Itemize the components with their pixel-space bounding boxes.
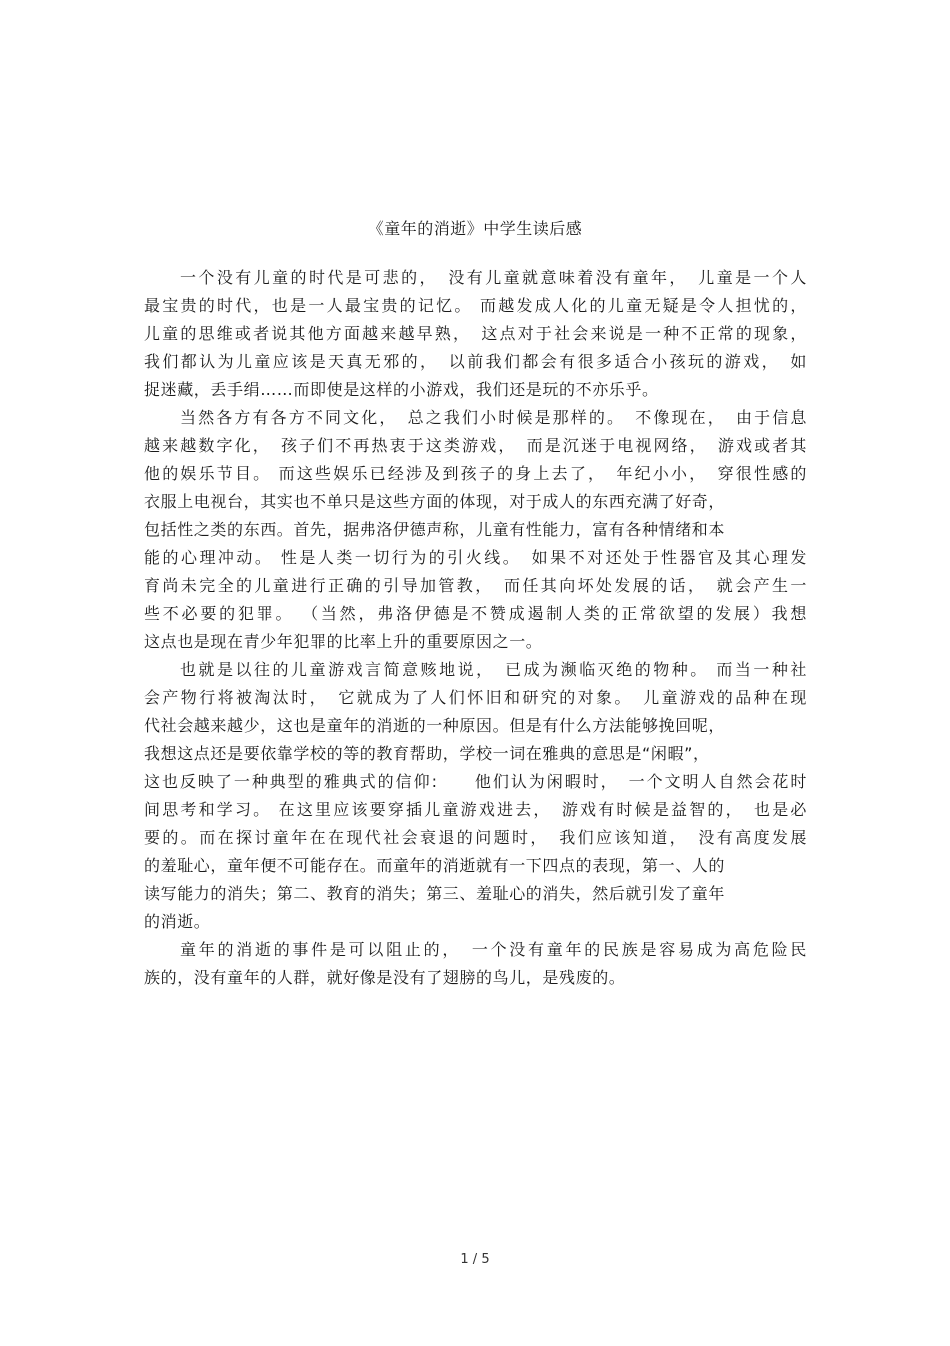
text-line: 这也反映了一种典型的雅典式的信仰: 他们认为闲暇时， 一个文明人自然会花时 (144, 772, 807, 791)
text-line: 的消逝。 (144, 912, 211, 931)
text-line: 我想这点还是要依靠学校的等的教育帮助，学校一词在雅典的意思是“闲暇”， (144, 744, 710, 763)
paragraph (144, 656, 807, 936)
document-body (144, 264, 807, 992)
text-line: 当然各方有各方不同文化， 总之我们小时候是那样的。 不像现在， 由于信息 (180, 408, 807, 427)
text-line: 童年的消逝的事件是可以阻止的， 一个没有童年的民族是容易成为高危险民 (180, 940, 807, 959)
text-line: 越来越数字化， 孩子们不再热衷于这类游戏， 而是沉迷于电视网络， 游戏或者其 (144, 436, 807, 455)
text-line: 读写能力的消失；第二、教育的消失；第三、羞耻心的消失，然后就引发了童年 (144, 884, 726, 903)
text-line: 最宝贵的时代，也是一人最宝贵的记忆。 而越发成人化的儿童无疑是令人担忧的， (144, 296, 807, 315)
paragraph (144, 264, 807, 404)
text-line: 会产物行将被淘汰时， 它就成为了人们怀旧和研究的对象。 儿童游戏的品种在现 (144, 688, 807, 707)
text-line: 衣服上电视台，其实也不单只是这些方面的体现，对于成人的东西充满了好奇， (144, 492, 726, 511)
text-line: 要的。而在探讨童年在在现代社会衰退的问题时， 我们应该知道， 没有高度发展 (144, 828, 807, 847)
text-line: 族的，没有童年的人群，就好像是没有了翅膀的鸟儿，是残废的。 (144, 968, 626, 987)
document-title: 《童年的消逝》中学生读后感 (367, 219, 583, 238)
text-line: 能的心理冲动。 性是人类一切行为的引火线。 如果不对还处于性器官及其心理发 (144, 548, 807, 567)
text-line: 我们都认为儿童应该是天真无邪的， 以前我们都会有很多适合小孩玩的游戏， 如 (144, 352, 807, 371)
text-line: 一个没有儿童的时代是可悲的， 没有儿童就意味着没有童年， 儿童是一个人 (180, 268, 807, 287)
paragraph (144, 404, 807, 656)
text-line: 些不必要的犯罪。 （当然，弗洛伊德是不赞成遏制人类的正常欲望的发展）我想 (144, 604, 807, 623)
text-line: 的羞耻心，童年便不可能存在。而童年的消逝就有一下四点的表现，第一、人的 (144, 856, 726, 875)
text-line: 他的娱乐节目。 而这些娱乐已经涉及到孩子的身上去了， 年纪小小， 穿很性感的 (144, 464, 807, 483)
text-line: 代社会越来越少，这也是童年的消逝的一种原因。但是有什么方法能够挽回呢， (144, 716, 726, 735)
text-line: 儿童的思维或者说其他方面越来越早熟， 这点对于社会来说是一种不正常的现象， (144, 324, 807, 343)
text-line: 间思考和学习。 在这里应该要穿插儿童游戏进去， 游戏有时候是益智的， 也是必 (144, 800, 807, 819)
text-line: 这点也是现在青少年犯罪的比率上升的重要原因之一。 (144, 632, 543, 651)
text-line: 包括性之类的东西。首先，据弗洛伊德声称，儿童有性能力，富有各种情绪和本 (144, 520, 726, 539)
page-number: 1 / 5 (460, 1252, 490, 1267)
text-line: 育尚未完全的儿童进行正确的引导加管教， 而任其向坏处发展的话， 就会产生一 (144, 576, 807, 595)
text-line: 捉迷藏，丢手绢……而即使是这样的小游戏，我们还是玩的不亦乐乎。 (144, 380, 659, 399)
paragraph (144, 936, 807, 992)
text-line: 也就是以往的儿童游戏言简意赅地说， 已成为濒临灭绝的物种。 而当一种社 (180, 660, 807, 679)
